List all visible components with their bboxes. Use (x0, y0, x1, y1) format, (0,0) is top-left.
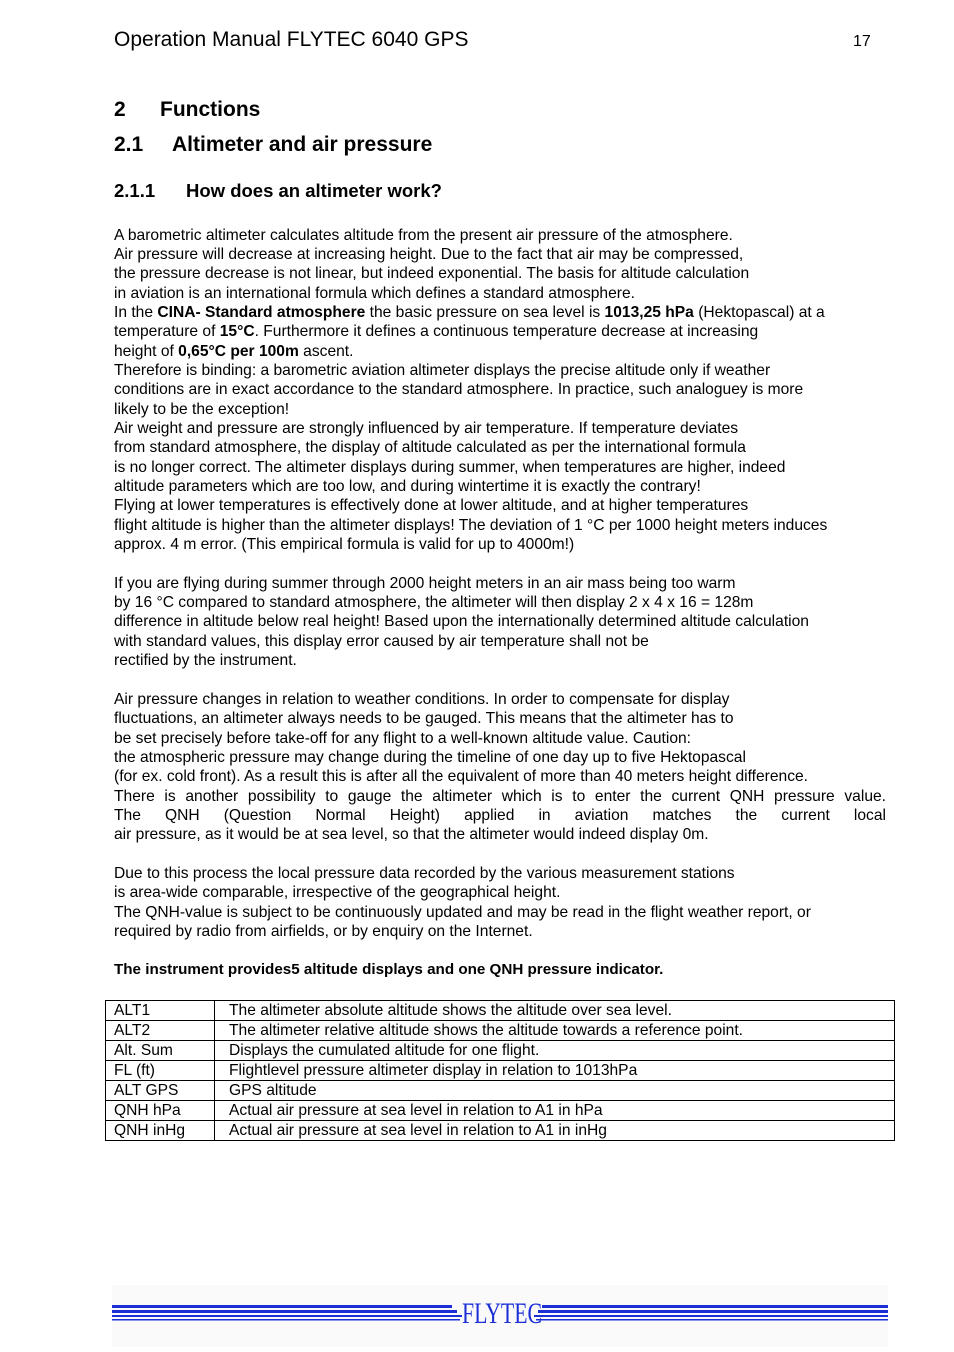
text-line: A barometric altimeter calculates altitude from the present air pressure of the atmosphere. (114, 227, 733, 244)
display-name: ALT2 (106, 1021, 215, 1041)
heading-how-altimeter-works (114, 180, 442, 202)
text-line (114, 303, 825, 322)
heading-number: 2.1.1 (114, 180, 156, 201)
display-description: The altimeter relative altitude shows the altitude towards a reference point. (215, 1021, 895, 1041)
text-line: Due to this process the local pressure data recorded by the various measurement stations (114, 865, 735, 882)
page-number: 17 (853, 33, 871, 50)
heading-text: Altimeter and air pressure (172, 133, 433, 156)
text-line: Air pressure changes in relation to weather conditions. In order to compensate for display (114, 691, 730, 708)
display-description: Flightlevel pressure altimeter display in relation to 1013hPa (215, 1061, 895, 1081)
bold-term: CINA- Standard atmosphere (157, 304, 366, 321)
heading-functions (114, 98, 260, 122)
heading-number: 2 (114, 98, 126, 121)
heading-text: How does an altimeter work? (186, 180, 442, 201)
text-line: with standard values, this display error caused by air temperature shall not be (114, 633, 649, 650)
text-span: In the (114, 304, 158, 321)
text-line: likely to be the exception! (114, 401, 290, 418)
table-row (106, 1101, 895, 1121)
table-row (106, 1121, 895, 1141)
text-line: Flying at lower temperatures is effectively done at lower altitude, and at higher temperatures (114, 497, 749, 514)
table-intro: The instrument provides5 altitude displays and one QNH pressure indicator. (114, 961, 664, 978)
display-description: GPS altitude (215, 1081, 895, 1101)
text-line: by 16 °C compared to standard atmosphere, the altimeter will then display 2 x 4 x 16 = 128m (114, 594, 754, 611)
text-line: Air pressure will decrease at increasing height. Due to the fact that air may be compressed, (114, 246, 744, 263)
heading-altimeter (114, 133, 432, 157)
text-line: conditions are in exact accordance to the standard atmosphere. In practice, such analoguey is more (114, 381, 804, 398)
logo-text: FLYTEC (462, 1297, 542, 1330)
bold-term: 0,65°C per 100m (178, 343, 299, 360)
display-name: QNH hPa (106, 1101, 215, 1121)
text-line: approx. 4 m error. (This empirical formula is valid for up to 4000m!) (114, 536, 575, 553)
text-line: from standard atmosphere, the display of altitude calculated as per the international formula (114, 439, 746, 456)
display-name: FL (ft) (106, 1061, 215, 1081)
table-row (106, 1001, 895, 1021)
text-line: be set precisely before take-off for any flight to a well-known altitude value. Caution: (114, 730, 691, 747)
text-line: the atmospheric pressure may change during the timeline of one day up to five Hektopascal (114, 749, 746, 766)
text-line: required by radio from airfields, or by enquiry on the Internet. (114, 923, 533, 940)
display-name: Alt. Sum (106, 1041, 215, 1061)
text-span: . Furthermore it defines a continuous temperature decrease at increasing (254, 323, 759, 340)
text-line: The QNH (Question Normal Height) applied in aviation matches the current local (114, 807, 886, 824)
table-row (106, 1081, 895, 1101)
text-line: is area-wide comparable, irrespective of the geographical height. (114, 884, 561, 901)
text-line: rectified by the instrument. (114, 652, 297, 669)
altitude-display-table (105, 1000, 895, 1141)
display-description: The altimeter absolute altitude shows the altitude over sea level. (215, 1001, 895, 1021)
text-span: height of (114, 343, 179, 360)
heading-number: 2.1 (114, 133, 144, 156)
text-line (114, 342, 353, 361)
text-line: fluctuations, an altimeter always needs to be gauged. This means that the altimeter has to (114, 710, 734, 727)
text-line: difference in altitude below real height! Based upon the internationally determined altitude calculation (114, 613, 809, 630)
display-name: ALT1 (106, 1001, 215, 1021)
table-row (106, 1021, 895, 1041)
page-footer (112, 1285, 888, 1347)
text-line: is no longer correct. The altimeter displays during summer, when temperatures are higher, indeed (114, 459, 786, 476)
text-span: ascent. (298, 343, 354, 360)
text-line: (for ex. cold front). As a result this is after all the equivalent of more than 40 meters height difference. (114, 768, 808, 785)
display-description: Actual air pressure at sea level in relation to A1 in inHg (215, 1121, 895, 1141)
text-span: the basic pressure on sea level is (365, 304, 605, 321)
text-line: in aviation is an international formula which defines a standard atmosphere. (114, 285, 635, 302)
table-row (106, 1061, 895, 1081)
display-name: QNH inHg (106, 1121, 215, 1141)
display-description: Displays the cumulated altitude for one flight. (215, 1041, 895, 1061)
text-line: If you are flying during summer through 2000 height meters in an air mass being too warm (114, 575, 736, 592)
text-span: temperature of (114, 323, 220, 340)
text-line: altitude parameters which are too low, and during wintertime it is exactly the contrary! (114, 478, 701, 495)
table-row (106, 1041, 895, 1061)
document-title: Operation Manual FLYTEC 6040 GPS (114, 28, 469, 51)
bold-term: 15°C (219, 323, 255, 340)
text-line: Therefore is binding: a barometric aviation altimeter displays the precise altitude only if weather (114, 362, 771, 379)
display-description: Actual air pressure at sea level in relation to A1 in hPa (215, 1101, 895, 1121)
flytec-logo (112, 1285, 888, 1347)
bold-term: 1013,25 hPa (604, 304, 694, 321)
text-line (114, 322, 758, 341)
text-line: air pressure, as it would be at sea level, so that the altimeter would indeed display 0m. (114, 826, 709, 843)
display-name: ALT GPS (106, 1081, 215, 1101)
text-span: (Hektopascal) at a (693, 304, 825, 321)
text-line: There is another possibility to gauge the altimeter which is to enter the current QNH pressure value. (114, 788, 886, 805)
text-line: Air weight and pressure are strongly influenced by air temperature. If temperature deviates (114, 420, 739, 437)
heading-text: Functions (160, 98, 261, 121)
text-line: The QNH-value is subject to be continuously updated and may be read in the flight weather report, or (114, 904, 811, 921)
text-line: flight altitude is higher than the altimeter displays! The deviation of 1 °C per 1000 height meters induces (114, 517, 828, 534)
text-line: the pressure decrease is not linear, but indeed exponential. The basis for altitude calculation (114, 265, 750, 282)
